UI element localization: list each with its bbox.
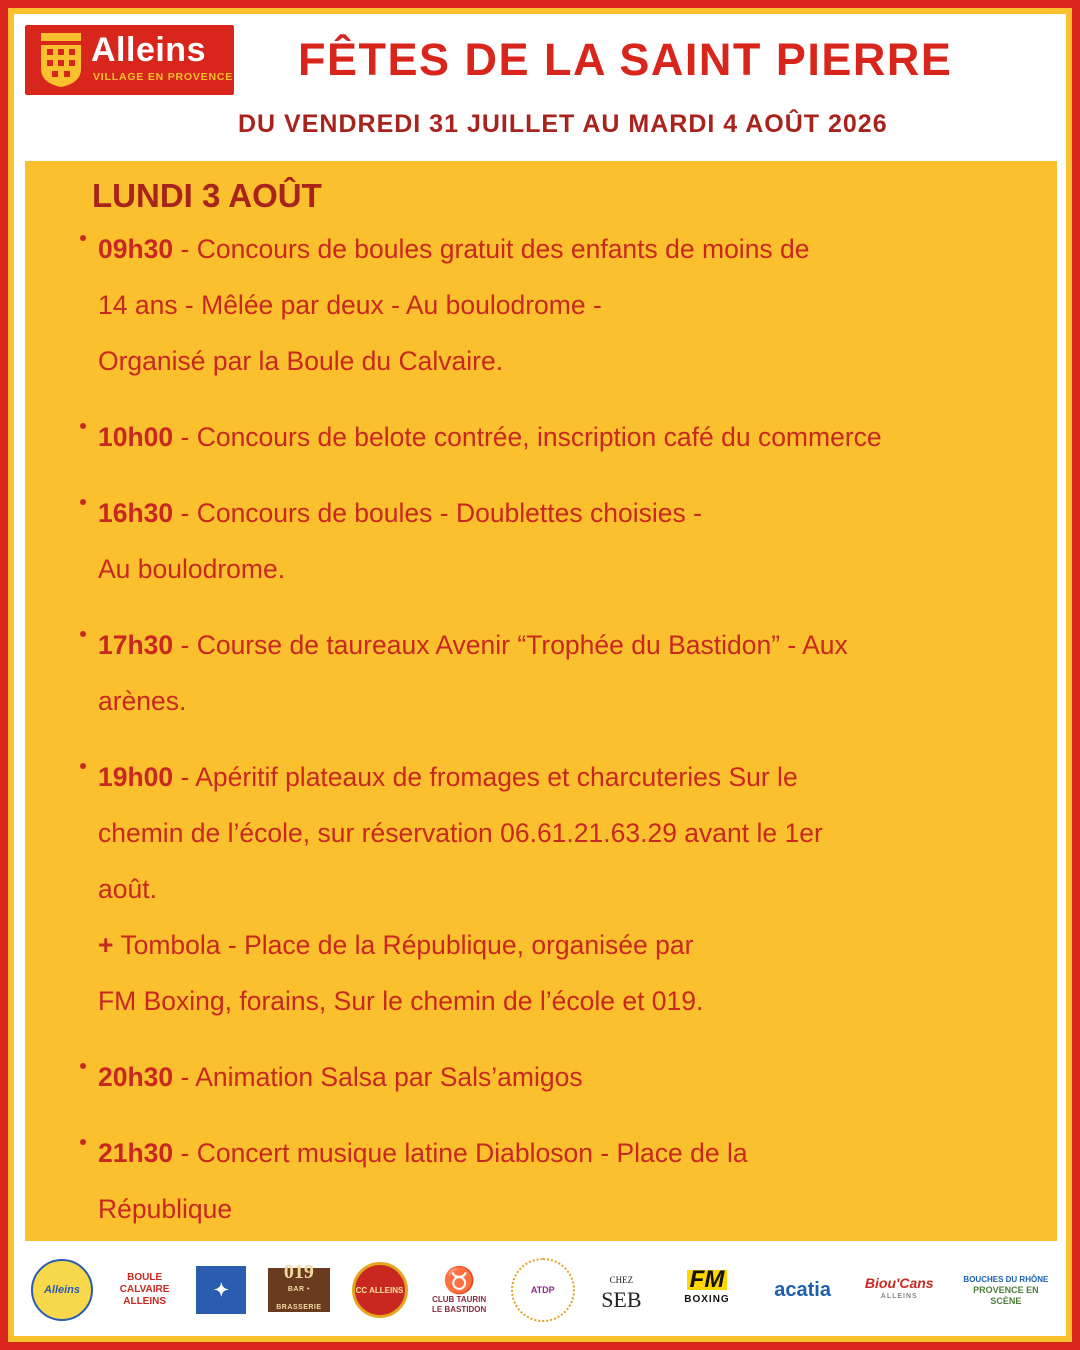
- sponsor-atdp-text: ATDP: [530, 1285, 555, 1295]
- program-item: [25, 221, 1057, 389]
- sponsor-fm-text: FM: [687, 1270, 728, 1290]
- program-item-line: [98, 409, 1057, 465]
- sponsor-prov-top: BOUCHES DU RHÔNE: [963, 1274, 1049, 1284]
- program-item-time: 21h30: [98, 1138, 174, 1168]
- program-item-text: - Concours de boules gratuit des enfants de moins de: [173, 234, 810, 264]
- coat-of-arms-icon: [37, 33, 85, 87]
- sponsor-019-sub: BAR • BRASSERIE: [276, 1286, 322, 1311]
- program-item-line: [98, 221, 1057, 277]
- program-item-text: - Concert musique latine Diabloson - Place de la: [173, 1138, 748, 1168]
- program-item-line: [98, 749, 1057, 805]
- sponsor-provence-en-scene-logo: [961, 1262, 1051, 1318]
- sponsor-019-bar-logo: [268, 1261, 330, 1312]
- sponsor-boule-calvaire-logo: [115, 1262, 175, 1318]
- sponsor-cc-alleins-logo: [352, 1262, 408, 1318]
- sponsor-acatia-text: acatia: [774, 1278, 831, 1301]
- bull-icon: ♉: [442, 1265, 476, 1295]
- sponsor-seb-text-2: SEB: [601, 1287, 642, 1312]
- sponsor-chez-seb-logo: [596, 1262, 646, 1318]
- logo-name: Alleins: [91, 31, 206, 69]
- program-item: [25, 617, 1057, 729]
- sponsor-acatia-logo: [768, 1262, 838, 1318]
- event-dates: DU VENDREDI 31 JUILLET AU MARDI 4 AOÛT 2026: [238, 110, 888, 138]
- program-item-line: [98, 973, 1057, 1029]
- star-icon: ✦: [213, 1279, 229, 1300]
- program-item: [25, 1049, 1057, 1105]
- program-item-line: [98, 485, 1057, 541]
- program-item-text: - Course de taureaux Avenir “Trophée du Bastidon” - Aux: [173, 630, 848, 660]
- logo-tagline: VILLAGE EN PROVENCE: [93, 71, 234, 83]
- sponsor-tennis-text: Alleins: [43, 1284, 81, 1296]
- program-item-time: 20h30: [98, 1062, 174, 1092]
- program-item-time: 16h30: [98, 498, 174, 528]
- program-item-text: chemin de l’école, sur réservation 06.61.21.63.29 avant le 1er: [98, 818, 823, 848]
- program-box: [25, 161, 1057, 1241]
- program-item-text: arènes.: [98, 686, 187, 716]
- sponsor-taurin-text-1: CLUB TAURIN: [432, 1295, 487, 1304]
- bullet-icon: [80, 235, 86, 241]
- sponsor-prov-text: PROVENCE EN SCÈNE: [973, 1284, 1039, 1306]
- program-item-text: août.: [98, 874, 157, 904]
- program-item-text: Tombola - Place de la République, organisée par: [113, 930, 694, 960]
- program-item-text: - Concours de boules - Doublettes choisies -: [173, 498, 702, 528]
- bullet-icon: [80, 763, 86, 769]
- sponsor-seb-text-1: CHEZ: [609, 1275, 634, 1285]
- sponsor-taurin-text-2: LE BASTIDON: [432, 1305, 487, 1314]
- program-item-text: République: [98, 1194, 233, 1224]
- bullet-icon: [80, 499, 86, 505]
- bullet-icon: [80, 1139, 86, 1145]
- program-item-line: [98, 1049, 1057, 1105]
- sponsor-blue-emblem-logo: [196, 1266, 246, 1314]
- bullet-icon: [80, 631, 86, 637]
- sponsor-boule-text-1: BOULE: [127, 1272, 163, 1283]
- program-item-text: Organisé par la Boule du Calvaire.: [98, 346, 504, 376]
- program-item-line: [98, 277, 1057, 333]
- day-heading: LUNDI 3 AOÛT: [92, 177, 322, 214]
- program-item: [25, 1125, 1057, 1237]
- program-item-text: - Concours de belote contrée, inscription café du commerce: [173, 422, 882, 452]
- program-item-line: [98, 1125, 1057, 1181]
- program-item-text: - Apéritif plateaux de fromages et charcuteries Sur le: [173, 762, 798, 792]
- program-item-line: [98, 333, 1057, 389]
- program-item-line: [98, 805, 1057, 861]
- sponsor-cc-text: CC ALLEINS: [355, 1285, 404, 1295]
- program-item-time: 17h30: [98, 630, 174, 660]
- sponsor-019-text: 019: [283, 1261, 314, 1283]
- plus-icon: +: [98, 930, 114, 960]
- sponsor-boule-text-3: ALLEINS: [123, 1296, 167, 1307]
- program-list: [25, 221, 1057, 1257]
- sponsor-biou-cans-logo: [859, 1262, 939, 1318]
- sponsor-atdp-logo: [511, 1258, 575, 1322]
- program-item-time: 19h00: [98, 762, 174, 792]
- program-item-line: [98, 617, 1057, 673]
- program-item-line: [98, 861, 1057, 917]
- program-item-time: 10h00: [98, 422, 174, 452]
- sponsor-club-taurin-logo: [429, 1262, 489, 1318]
- program-item-text: FM Boxing, forains, Sur le chemin de l’école et 019.: [98, 986, 704, 1016]
- program-item-line: [98, 1181, 1057, 1237]
- program-item-time: 09h30: [98, 234, 174, 264]
- program-item: [25, 409, 1057, 465]
- sponsor-strip: [25, 1250, 1057, 1330]
- program-item: [25, 749, 1057, 1029]
- program-item-line: [98, 541, 1057, 597]
- program-item-text: Au boulodrome.: [98, 554, 286, 584]
- bullet-icon: [80, 423, 86, 429]
- sponsor-fm-boxing-logo: [668, 1262, 746, 1318]
- program-item-line: [98, 673, 1057, 729]
- sponsor-fm-sub: BOXING: [684, 1294, 730, 1305]
- sponsor-boule-text-2: CALVAIRE: [119, 1284, 170, 1295]
- page-title: FÊTES DE LA SAINT PIERRE: [298, 34, 953, 85]
- sponsor-tennis-club-logo: [31, 1259, 93, 1321]
- program-item: [25, 485, 1057, 597]
- bullet-icon: [80, 1063, 86, 1069]
- program-item-text: - Animation Salsa par Sals’amigos: [173, 1062, 583, 1092]
- program-item-line: [98, 917, 1057, 973]
- sponsor-bio-sub: ALLEINS: [880, 1293, 918, 1300]
- sponsor-bio-text: Biou'Cans: [864, 1275, 934, 1291]
- alleins-logo: [25, 25, 234, 95]
- program-item-text: 14 ans - Mêlée par deux - Au boulodrome -: [98, 290, 602, 320]
